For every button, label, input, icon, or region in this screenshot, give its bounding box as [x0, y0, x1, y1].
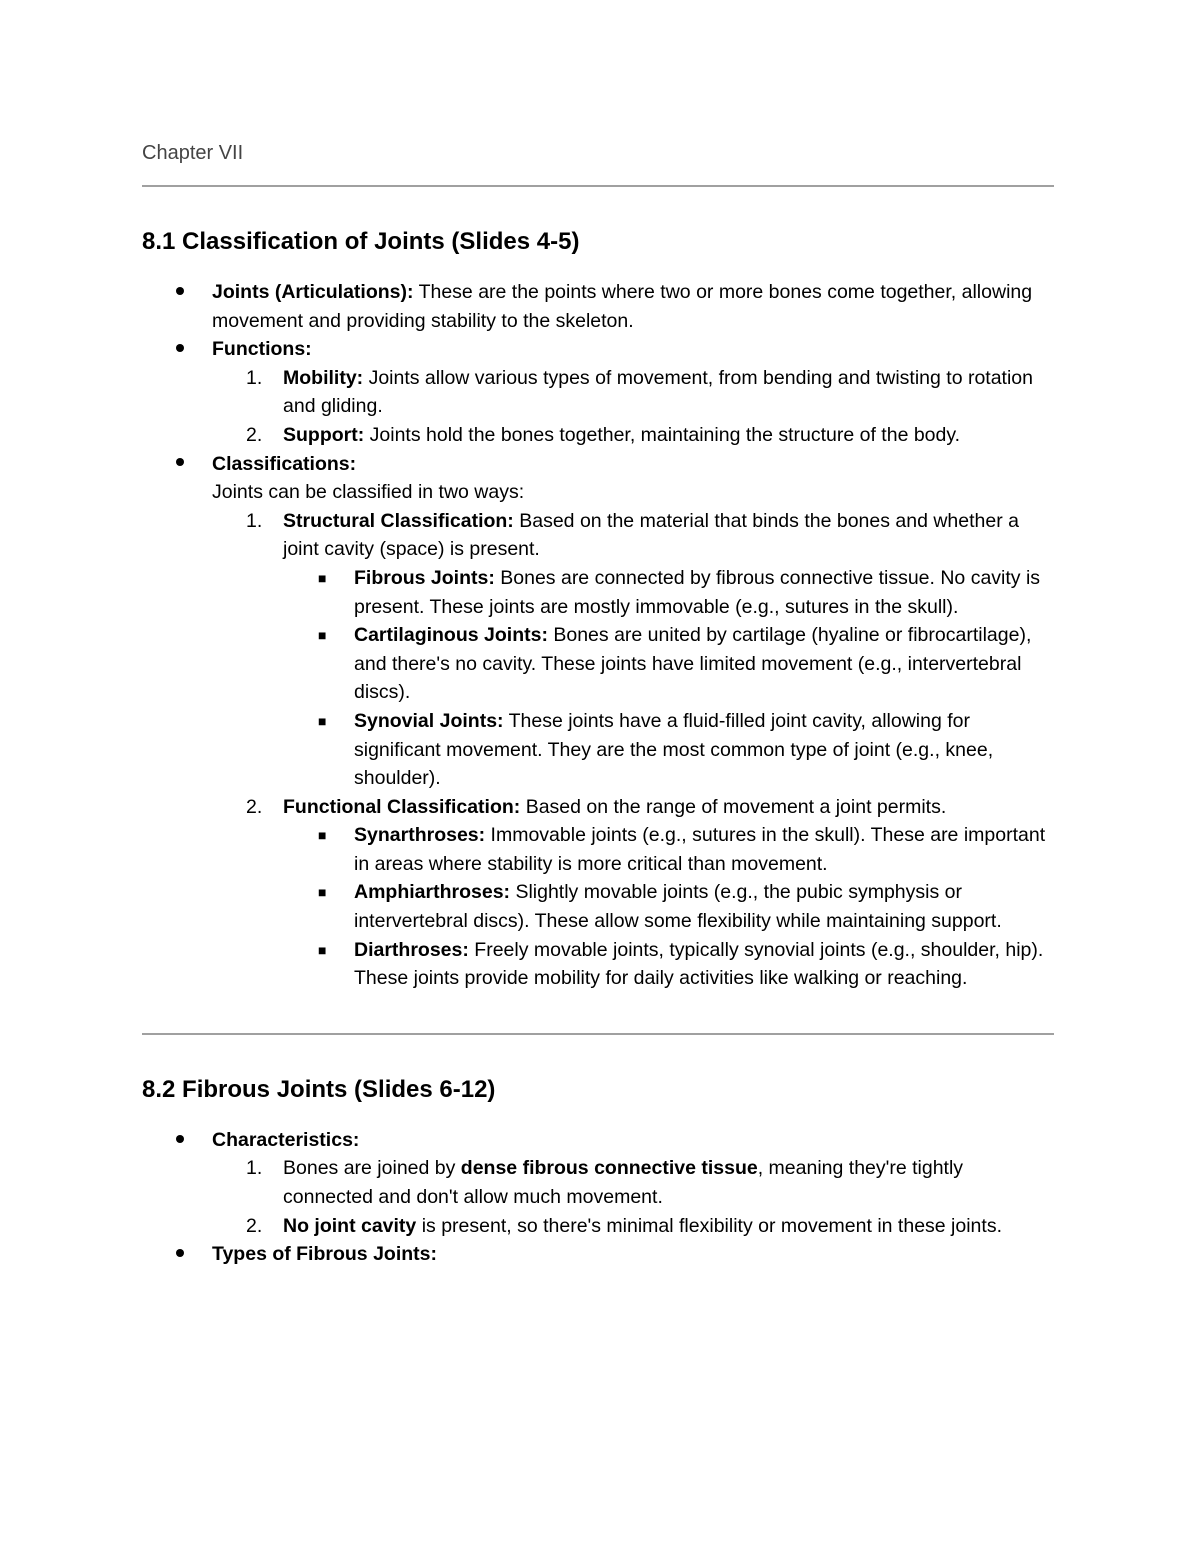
list-item [142, 936, 1054, 993]
list-item [142, 450, 1054, 507]
bullet-icon [176, 1240, 184, 1269]
term: Amphiarthroses: [354, 881, 511, 904]
term: Synarthroses: [354, 824, 486, 847]
intro-text: Joints can be classified in two ways: [212, 481, 525, 504]
text: Bones are joined by [283, 1157, 461, 1180]
section-body [142, 278, 1054, 993]
definition: Freely movable joints, typically synovial joints (e.g., shoulder, hip). These joints provide mobility for daily activities like walking or reaching. [354, 938, 1044, 990]
list-number: 1. [246, 1157, 263, 1180]
text: is present, so there's minimal flexibility or movement in these joints. [416, 1214, 1002, 1237]
definition: These are the points where two or more bones come together, allowing movement and providing stability to the skeleton. [212, 281, 1033, 332]
list-item [142, 878, 1054, 935]
term: Mobility: [283, 366, 364, 389]
term: Characteristics: [212, 1128, 360, 1151]
term: Support: [283, 423, 365, 446]
term: Diarthroses: [354, 938, 469, 961]
bullet-icon [176, 1126, 184, 1155]
section-heading: 8.1 Classification of Joints (Slides 4-5) [142, 228, 580, 255]
list-item [142, 821, 1054, 878]
square-bullet-icon: ■ [318, 712, 327, 729]
definition: Immovable joints (e.g., sutures in the skull). These are important in areas where stability is more critical than movement. [354, 824, 1046, 875]
square-bullet-icon: ■ [318, 627, 327, 644]
section-body [142, 1126, 1054, 1269]
section-heading: 8.2 Fibrous Joints (Slides 6-12) [142, 1075, 496, 1103]
definition: Slightly movable joints (e.g., the pubic symphysis or intervertebral discs). These allow some flexibility while maintaining support. [354, 881, 1002, 933]
text: , meaning they're tightly connected and don't allow much movement. [283, 1157, 964, 1209]
list-item [142, 564, 1054, 621]
list-item [142, 278, 1054, 335]
list-item [142, 421, 1054, 450]
list-number: 2. [246, 1214, 263, 1237]
list-item [142, 707, 1054, 793]
list-item [142, 1154, 1054, 1211]
term: Types of Fibrous Joints: [212, 1243, 437, 1266]
bullet-icon [176, 450, 184, 479]
term: Functions: [212, 338, 312, 361]
divider [142, 1033, 1054, 1035]
term: Classifications: [212, 452, 357, 475]
list-item [142, 364, 1054, 421]
list-item [142, 1212, 1054, 1241]
definition: Joints hold the bones together, maintaining the structure of the body. [364, 423, 961, 446]
definition: These joints have a fluid-filled joint cavity, allowing for significant movement. They are the most common type of joint (e.g., knee, shoulder). [354, 709, 994, 790]
term: No joint cavity [283, 1214, 417, 1237]
square-bullet-icon: ■ [318, 941, 327, 958]
definition: Based on the range of movement a joint permits. [520, 795, 947, 818]
definition: Based on the material that binds the bones and whether a joint cavity (space) is present. [283, 509, 1019, 561]
list-item [142, 793, 1054, 822]
list-item [142, 1126, 1054, 1155]
document-page [142, 138, 1054, 1269]
list-item [142, 1240, 1054, 1269]
term: Synovial Joints: [354, 709, 504, 732]
chapter-header: Chapter VII [142, 142, 244, 164]
list-number: 2. [246, 423, 263, 446]
square-bullet-icon: ■ [318, 884, 327, 901]
bullet-icon [176, 278, 184, 307]
list-item [142, 621, 1054, 707]
definition: Bones are united by cartilage (hyaline or fibrocartilage), and there's no cavity. These joints have limited movement (e.g., intervertebral discs). [354, 624, 1032, 704]
bullet-icon [176, 335, 184, 364]
term: Structural Classification: [283, 509, 514, 532]
term: Functional Classification: [283, 795, 521, 818]
term: Joints (Articulations): [212, 281, 414, 303]
term: Fibrous Joints: [354, 566, 495, 589]
definition: Bones are connected by fibrous connective tissue. No cavity is present. These joints are mostly immovable (e.g., sutures in the skull). [354, 566, 1041, 618]
term: Cartilaginous Joints: [354, 624, 548, 647]
square-bullet-icon: ■ [318, 827, 327, 844]
list-item [142, 507, 1054, 564]
divider [142, 185, 1054, 187]
term: dense fibrous connective tissue [460, 1157, 758, 1180]
definition: Joints allow various types of movement, from bending and twisting to rotation and gliding. [283, 366, 1033, 418]
square-bullet-icon: ■ [318, 569, 327, 586]
list-number: 1. [246, 509, 263, 532]
list-number: 1. [246, 366, 263, 389]
list-item [142, 335, 1054, 364]
list-number: 2. [246, 795, 263, 818]
